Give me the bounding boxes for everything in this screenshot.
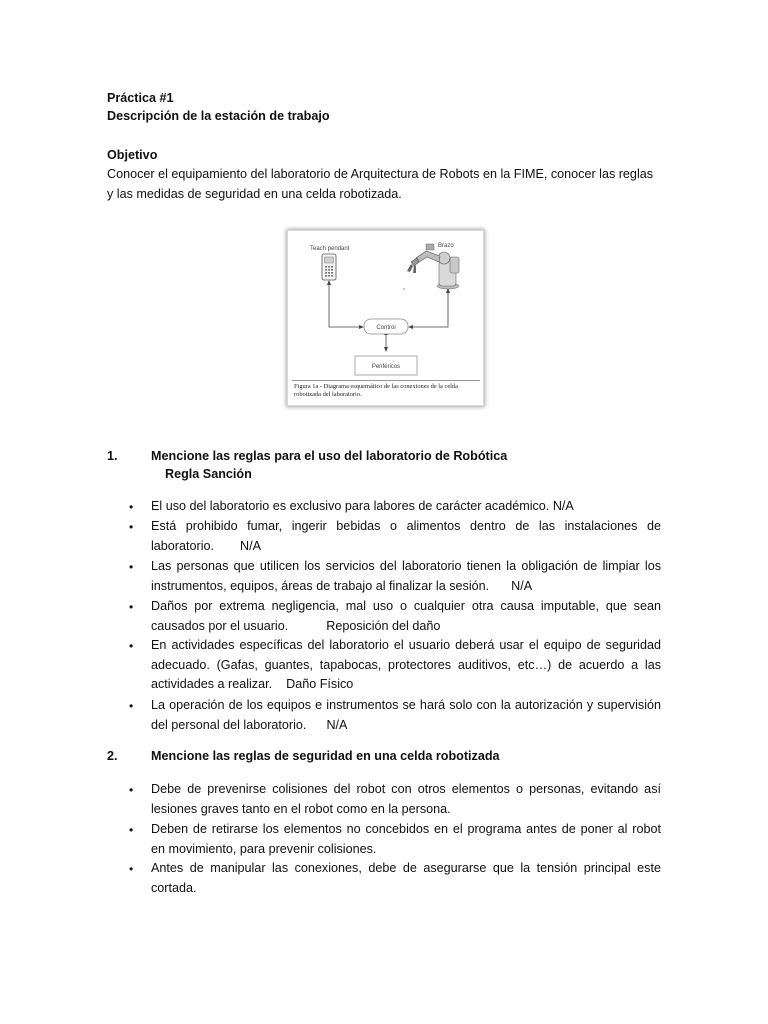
practice-title: Práctica #1 <box>107 91 174 105</box>
list-item: La operación de los equipos e instrumentos se hará solo con la autorización y supervisión del personal del laboratorio. N/A <box>151 698 661 732</box>
list-item: Antes de manipular las conexiones, debe de asegurarse que la tensión principal este cortada. <box>151 861 661 895</box>
list-item: Las personas que utilicen los servicios del laboratorio tienen la obligación de limpiar los instrumentos, equipos, áreas de trabajo al finalizar la sesión. N/A <box>151 559 661 593</box>
bullet-icon: • <box>129 520 134 534</box>
diagram-svg <box>288 231 483 381</box>
bullet-icon: • <box>129 862 134 876</box>
bullet-icon: • <box>129 699 134 713</box>
objective-heading: Objetivo <box>107 148 158 162</box>
bullet-icon: • <box>129 600 134 614</box>
caption-line-1: Figura 1a - Diagrama esquemático de las conexiones de la celda <box>294 383 458 390</box>
list-item: Debe de prevenirse colisiones del robot con otros elementos o personas, evitando así lesiones graves tanto en el robot como en la persona. <box>151 782 661 816</box>
figure-caption <box>294 383 480 398</box>
robot-arm-icon <box>403 244 459 290</box>
objective-line-1: Conocer el equipamiento del laboratorio de Arquitectura de Robots en la FIME, conocer las reglas <box>107 167 654 181</box>
objective-line-2: y las medidas de seguridad en una celda robotizada. <box>107 187 402 201</box>
teach-pendant-icon <box>322 254 336 280</box>
section-2-number: 2. <box>107 749 118 763</box>
list-item: El uso del laboratorio es exclusivo para labores de carácter académico. N/A <box>151 499 574 513</box>
section-1-number: 1. <box>107 449 118 463</box>
section-1-title: Mencione las reglas para el uso del laboratorio de Robótica <box>151 449 508 463</box>
connection-lines <box>329 283 448 349</box>
peripherals-label: Periféricos <box>371 364 401 370</box>
section-2-title: Mencione las reglas de seguridad en una celda robotizada <box>151 749 500 763</box>
arm-label: Brazo <box>438 243 454 249</box>
section-1-subheader: Regla Sanción <box>165 467 252 481</box>
bullet-icon: • <box>129 639 134 653</box>
caption-rule <box>292 380 480 381</box>
list-item: En actividades específicas del laboratorio el usuario deberá usar el equipo de seguridad adecuado. (Gafas, guantes, tapabocas, protectores auditivos, etc…) de acuerdo a las actividades a realizar. Daño Físico <box>151 638 661 691</box>
bullet-icon: • <box>129 560 134 574</box>
practice-subtitle: Descripción de la estación de trabajo <box>107 109 330 123</box>
caption-line-2: robotizada del laboratorio. <box>294 390 362 398</box>
list-item: Está prohibido fumar, ingerir bebidas o alimentos dentro de las instalaciones de laboratorio. N/A <box>151 519 661 553</box>
arrow-heads <box>327 280 450 352</box>
control-label: Control <box>376 325 396 331</box>
list-item: Deben de retirarse los elementos no concebidos en el programa antes de poner al robot en movimiento, para prevenir colisiones. <box>151 822 661 856</box>
bullet-icon: • <box>129 783 134 797</box>
robot-cell-diagram <box>287 230 484 406</box>
bullet-icon: • <box>129 823 134 837</box>
list-item: Daños por extrema negligencia, mal uso o cualquier otra causa imputable, que sean causados por el usuario. Reposición del daño <box>151 599 661 633</box>
teach-pendant-label: Teach pendant <box>310 246 350 252</box>
bullet-icon: • <box>129 500 134 514</box>
